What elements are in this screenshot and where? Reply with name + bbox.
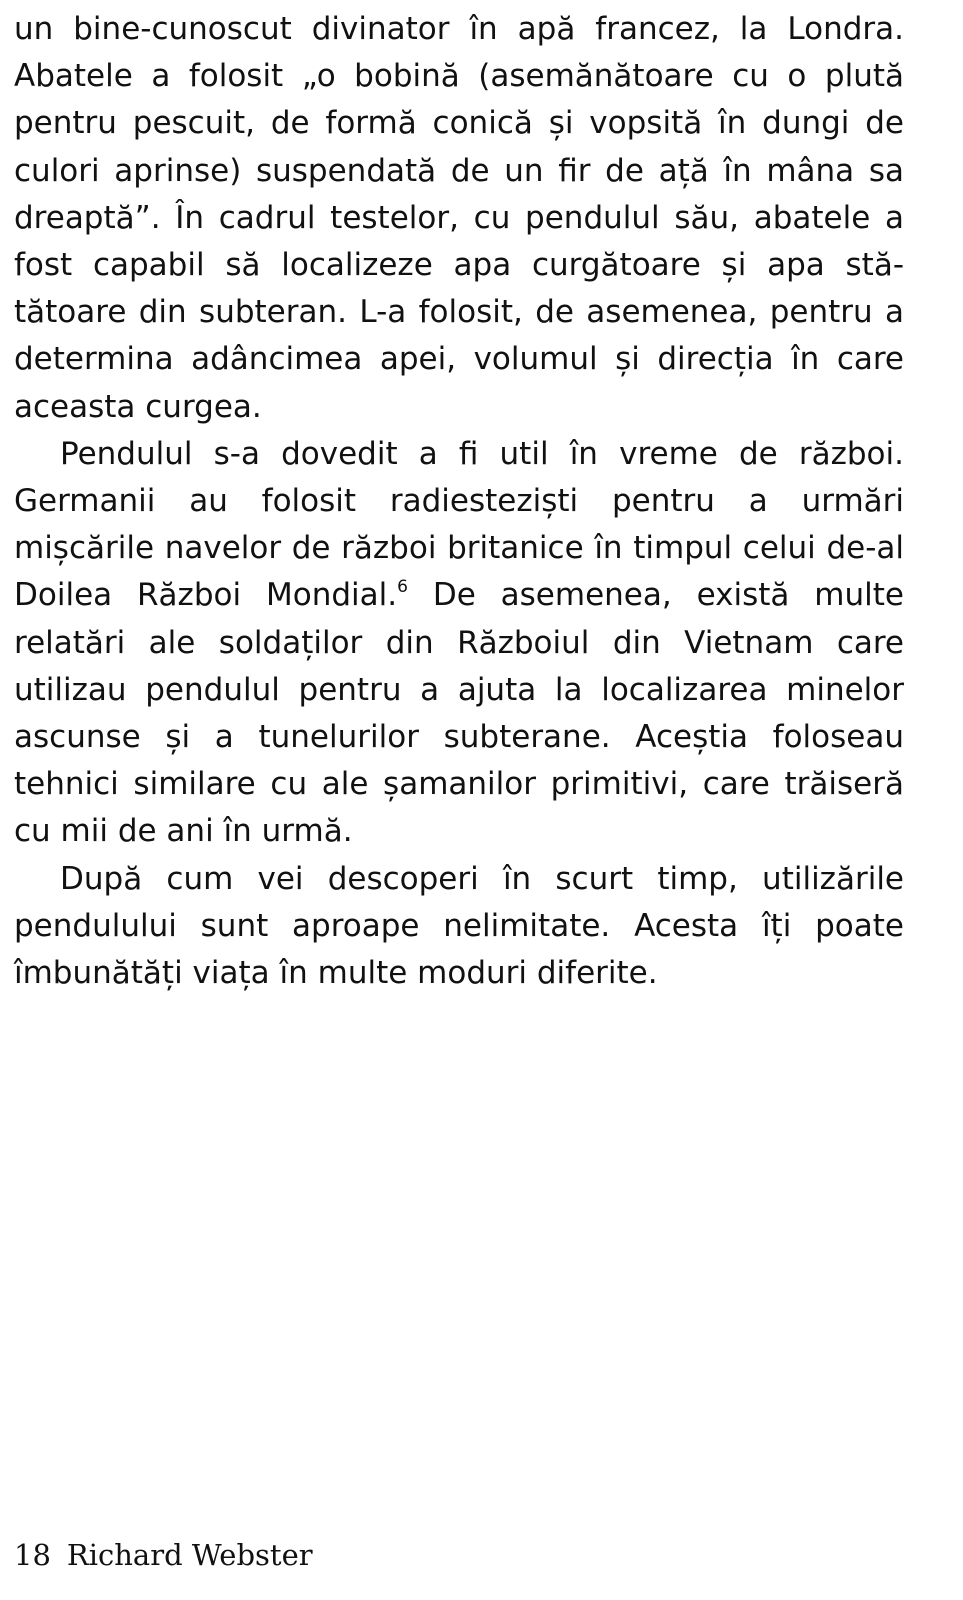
paragraph-war-text-after: De asemenea, există multe relatări ale soldaților din Războiul din Vietnam care utilizau pendulul pentru a ajuta la localizarea minelor ascunse și a tunelurilor subterane. Aceștia foloseau tehnici similare cu ale șamanilor primitivi, care trăiseră cu mii de ani în urmă. — [14, 577, 904, 850]
page-footer — [14, 1538, 313, 1572]
paragraph-war-text-before: Pendulul s-a dovedit a fi util în vreme de război. Germanii au folosit radiesteziști pentru a urmări mișcările navelor de război britanice în timpul celui de-al Doilea Război Mondial. — [14, 435, 904, 614]
page-number: 18 — [14, 1538, 51, 1572]
footnote-marker: 6 — [397, 577, 408, 598]
body-text — [14, 6, 904, 997]
running-footer-author: Richard Webster — [66, 1538, 313, 1572]
paragraph-uses: După cum vei descoperi în scurt timp, utilizările pendulului sunt aproape nelimitate. Acesta îți poate îmbunătăți viața în multe moduri diferite. — [14, 860, 904, 992]
paragraph-war — [14, 431, 904, 856]
paragraph-continuation: un bine-cunoscut divinator în apă francez, la Londra. Abatele a folosit „o bobină (asemănătoare cu o plută pentru pescuit, de formă conică și vopsită în dungi de culori aprinse) suspendată de un fir de ață în mâna sa dreaptă”. În cadrul testelor, cu pendulul său, abatele a fost capabil să localizeze apa curgătoare și apa stătătoare din subteran. L-a folosit, de asemenea, pentru a determina adâncimea apei, volumul și direcția în care aceasta curgea. — [14, 11, 904, 425]
